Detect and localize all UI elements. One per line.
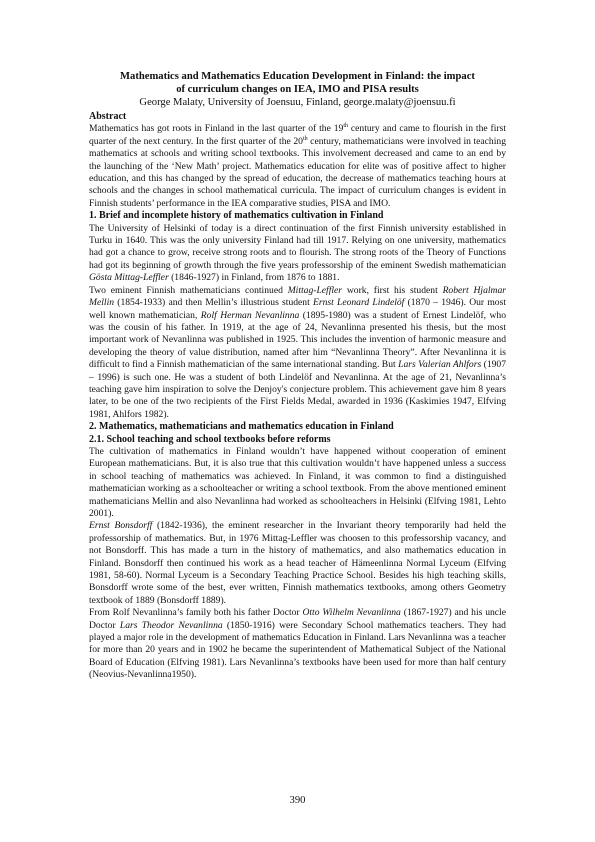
section-2-1-heading: 2.1. School teaching and school textbooks before reforms [89, 433, 331, 445]
section-2-paragraph-1: The cultivation of mathematics in Finland wouldn’t have happened without cooperation of eminent European mathematicians. But, it is also true that this cultivation wouldn’t have happened unless a success in school teaching of mathematics was achieved. In Finland, it was common to find a distinguished mathematician working as a schoolteacher or writing a school textbook. From the above mentioned eminent mathematicians Mellin and also Nevanlinna had worked as schoolteachers in Helsinki (Elfving 1981, Lehto 2001). [89, 445, 506, 519]
section-1-paragraph-2: Two eminent Finnish mathematicians continued Mittag-Leffler work, first his student Robert Hjalmar Mellin (1854-1933) and then Mellin’s illustrious student Ernst Leonard Lindelöf (1870 – 1946). Our most well known mathematician, Rolf Herman Nevanlinna (1895-1980) was a student of Ernest Lindelöf, who was the cousin of his father. In 1919, at the age of 24, Nevanlinna presented his thesis, but the most important work of Nevanlinna was published in 1925. This includes the invention of harmonic measure and developing the theory of value distribution, named after him “Nevanlinna Theory”. After Nevanlinna it is difficult to find a Finnish mathematician of the same international standing. But Lars Valerian Ahlfors (1907 – 1996) is such one. He was a student of both Lindelöf and Nevanlinna. At the age of 21, Nevanlinna’s teaching gave him inspiration to solve the Denjoy's conjecture problem. This achievement gave him 8 years later, to be one of the two recipients of the First Fields Medal, awarded in 1936 (Kaskimies 1947, Elfving 1981, Ahlfors 1982). [89, 284, 507, 420]
page-number: 390 [289, 795, 306, 806]
page-content [89, 70, 506, 682]
section-2-paragraph-2: Ernst Bonsdorff (1842-1936), the eminent researcher in the Invariant theory temporarily had held the professorship of mathematics. But, in 1976 Mittag-Leffler was choosen to this professorship vacancy, and not Bonsdorff. This has made a turn in the history of mathematics, and also mathematics education in Finland. Bonsdorff then continued his work as a head teacher of Hämeenlinna Normal Lyceum (Elfving 1981, 58-60). Normal Lyceum is a Secondary Teaching Practice School. Besides his high teaching skills, Bonsdorff wrote some of the best, ever written, Finnish mathematics textbooks, among others Geometry textbook of 1889 (Bonsdorff 1889). [89, 520, 506, 606]
author-line: George Malaty, University of Joensuu, Finland, george.malaty@joensuu.fi [139, 97, 456, 108]
abstract-heading: Abstract [89, 111, 127, 122]
title-line-2: of curriculum changes on IEA, IMO and PISA results [176, 84, 419, 95]
title-line-1: Mathematics and Mathematics Education Development in Finland: the impact [120, 71, 475, 82]
paper-title [89, 70, 506, 96]
abstract-text: Mathematics has got roots in Finland in the last quarter of the 19th century and came to flourish in the first quarter of the next century. In the first quarter of the 20th century, mathematicians were involved in teaching mathematics at schools and writing school textbooks. This involvement decreased and came to an end by the launching of the ‘New Math’ project. Mathematics education for elite was of positive affect to higher education, and this has changed by the spread of education, the decrease of mathematics teaching hours at schools and the changes in school mathematical curricula. The impact of curriculum changes is evident in Finnish students’ performance in the IEA comparative studies, PISA and IMO. [89, 123, 506, 209]
section-1-paragraph-1: The University of Helsinki of today is a direct continuation of the first Finnish university established in Turku in 1640. This was the only university Finland had till 1917. Relying on one university, mathematics had got a chance to grow, receive strong roots and to flourish. The strong roots of the Theory of Functions had got its beginning of growth through the five years professorship of the eminent Swedish mathematician Gösta Mittag-Leffler (1846-1927) in Finland, from 1876 to 1881. [89, 222, 506, 284]
section-2-paragraph-3: From Rolf Nevanlinna’s family both his father Doctor Otto Wilhelm Nevanlinna (1867-1927) and his uncle Doctor Lars Theodor Nevanlinna (1850-1916) were Secondary School mathematics teachers. They had played a major role in the development of mathematics Education in Finland. Lars Nevanlinna was a teacher for more than 20 years and in 1902 he became the superintendent of Mathematical Subject of the National Board of Education (Elfving 1981). Lars Nevanlinna’s textbooks have been used for more than half century (Neovius-Nevanlinna1950). [89, 607, 506, 681]
section-1-heading: 1. Brief and incomplete history of mathematics cultivation in Finland [89, 210, 384, 222]
section-2-heading: 2. Mathematics, mathematicians and mathematics education in Finland [89, 421, 394, 433]
